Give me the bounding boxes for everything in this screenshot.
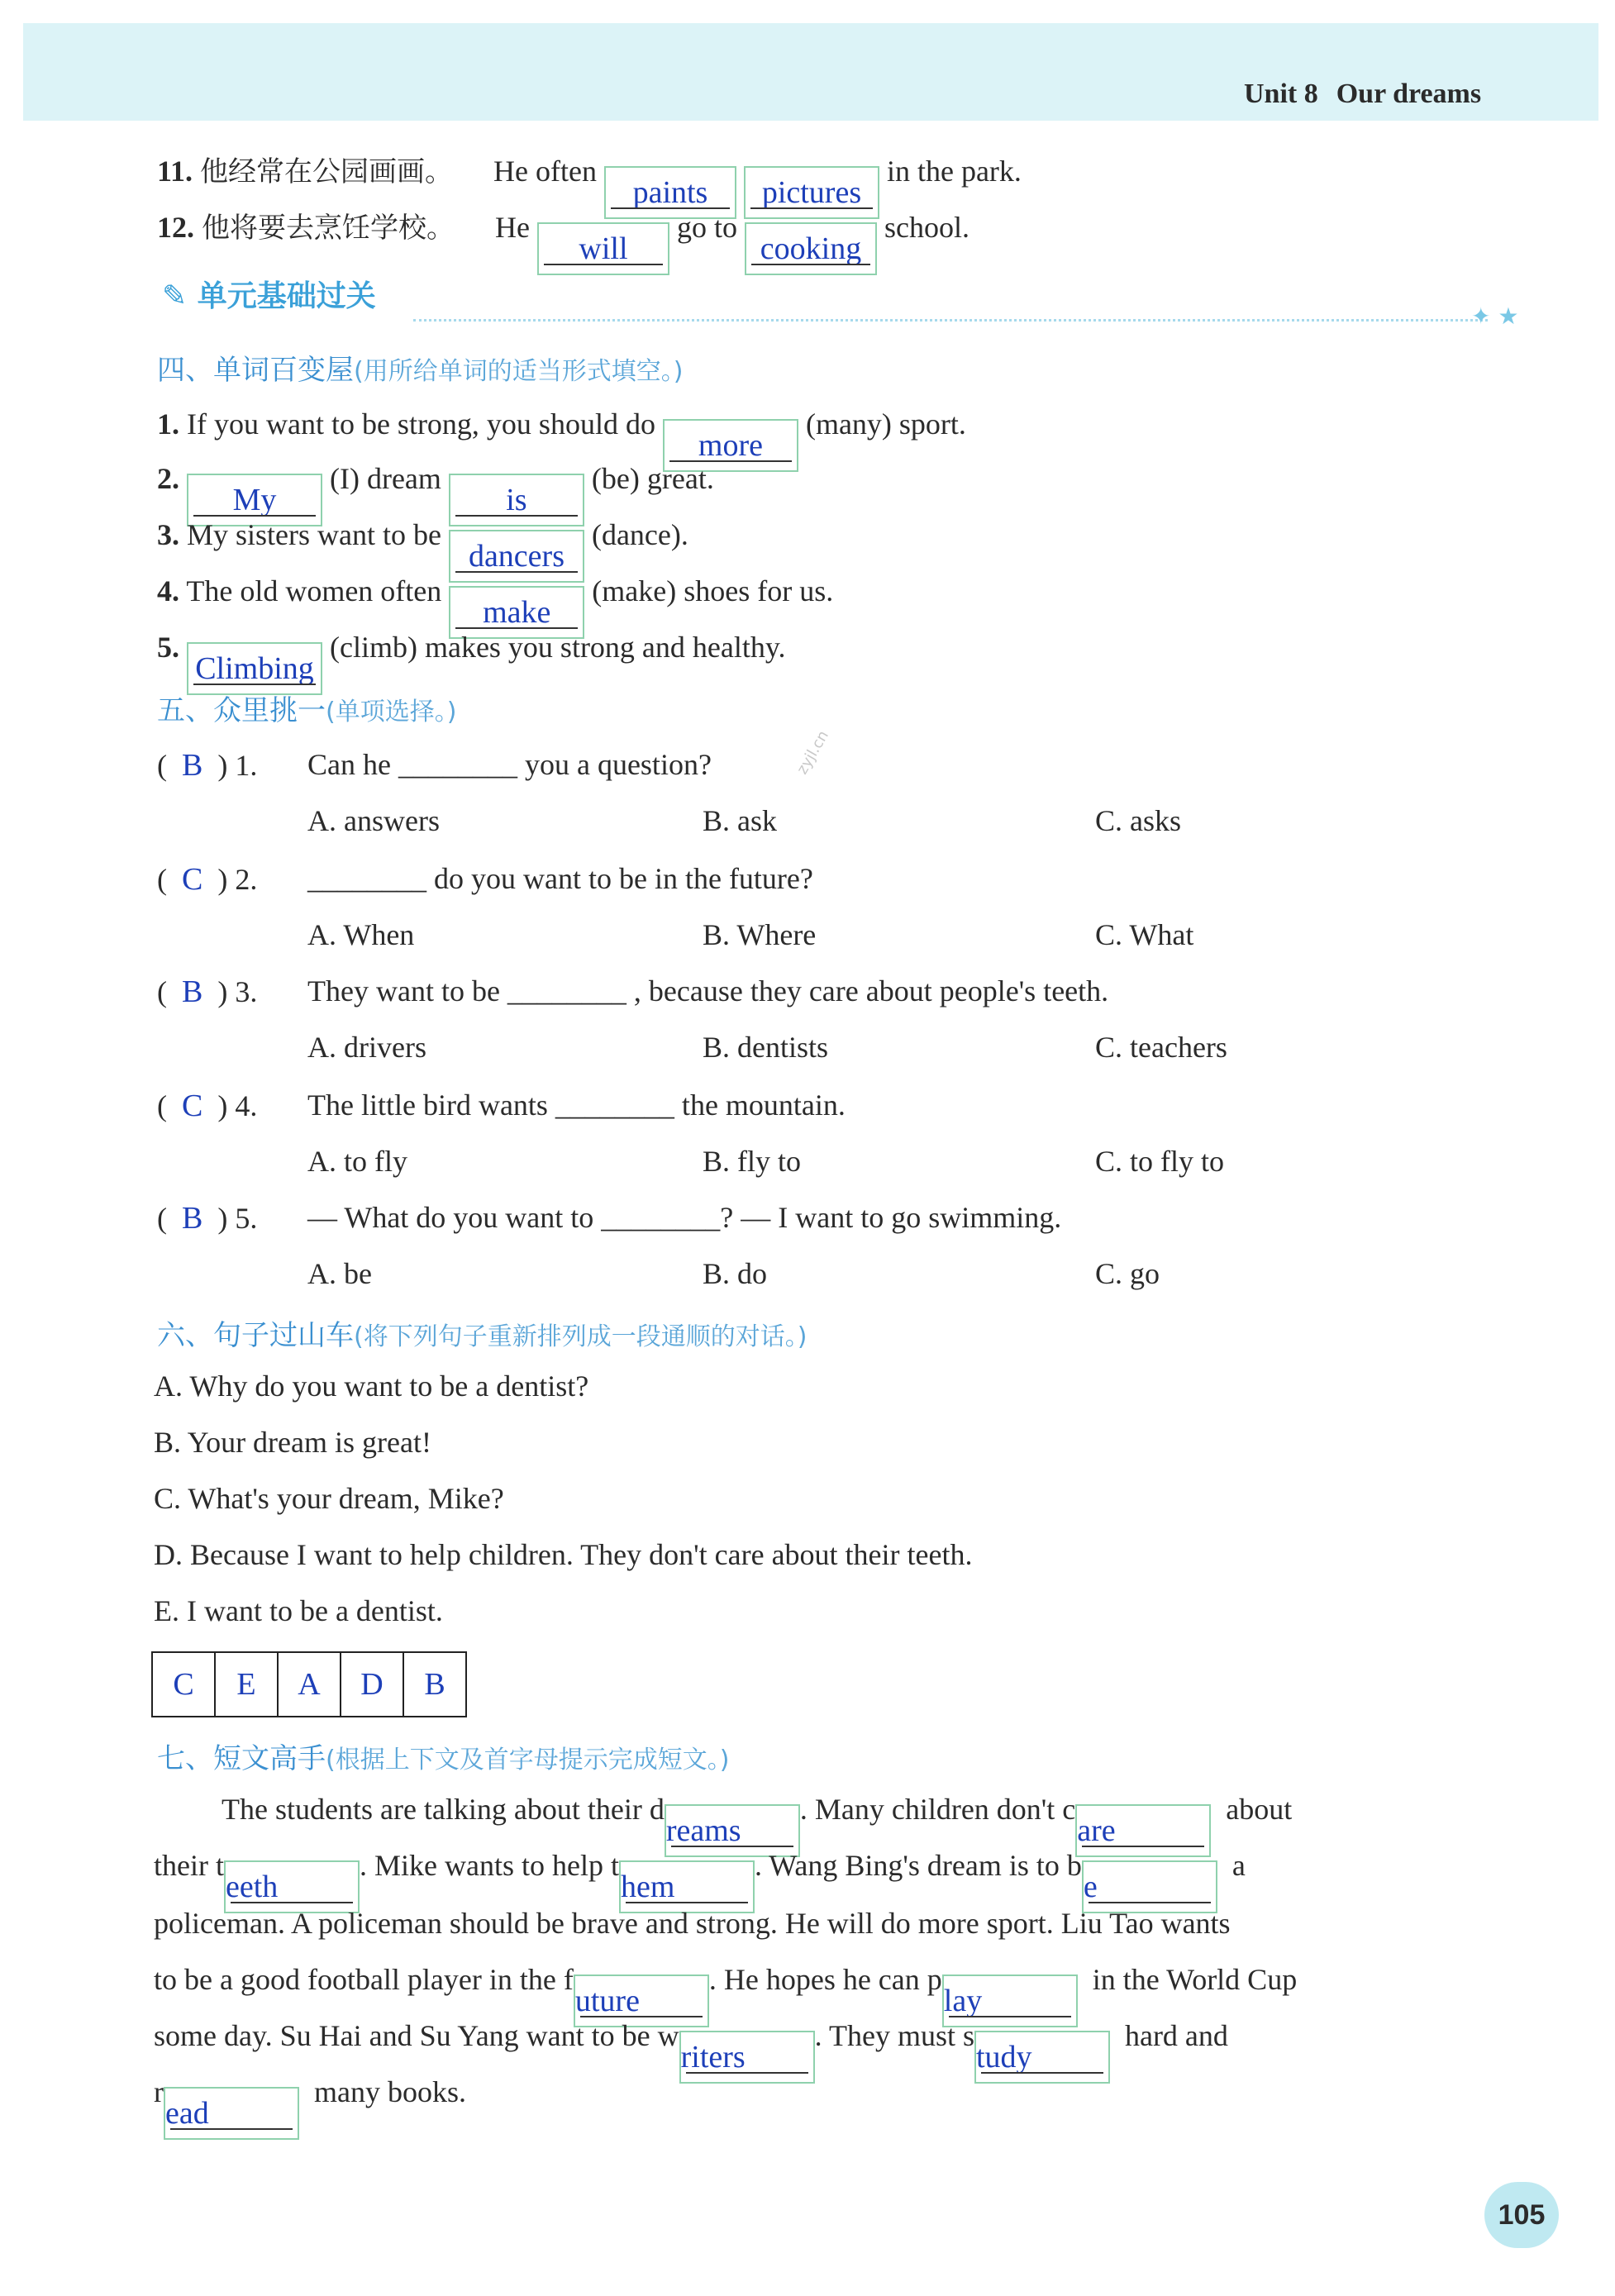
answer-text: will [579,231,628,266]
passage-text: . Mike wants to help t [359,1849,619,1882]
q-text: in the park. [886,155,1022,188]
answer-text: riters [680,2040,746,2074]
passage-text: to be a good football player in the f [154,1963,574,1996]
mc-num: ) 3. [217,975,258,1008]
passage-text: a [1231,1849,1246,1882]
answer-text: make [483,595,551,630]
answer-text: e [1083,1870,1098,1904]
q-text: The old women often [186,574,442,607]
q-text: (I) dream [330,462,441,495]
pencil-icon: ✎ [162,279,188,313]
mc-num: ) 1. [217,749,258,782]
mc-answer-bracket: ( B ) 5. [157,1201,258,1236]
mc-answer: C [182,862,203,897]
q-text: (dance). [591,518,688,551]
dialog-line: D. Because I want to help children. They don't care about their teeth. [154,1538,973,1571]
answer-blank[interactable] [679,2031,815,2084]
answer-text: eeth [225,1870,279,1904]
answer-blank[interactable] [974,2031,1110,2084]
mc-answer: B [182,748,203,783]
passage-line-2 [154,1848,1246,1913]
order-cell[interactable]: B [424,1667,445,1702]
dialog-line: A. Why do you want to be a dentist? [154,1370,589,1403]
mc-option-b[interactable]: B. dentists [703,1031,829,1064]
answer-text: is [506,483,527,517]
unit-label: Unit 8 [1244,79,1318,109]
answer-text: paints [632,175,708,210]
q-num: 3. [157,518,179,551]
mc-answer-bracket: ( C ) 2. [157,862,258,897]
dialog-line: E. I want to be a dentist. [154,1594,443,1627]
passage-text: r [154,2075,164,2108]
passage-text: . Many children don't c [799,1793,1076,1826]
watermark: zyjl.cn [793,727,832,778]
section-subtitle: (将下列句子重新排列成一段通顺的对话。) [354,1322,808,1351]
mc-answer: C [182,1088,203,1123]
mc-stem: ________ do you want to be in the future? [307,862,813,895]
passage-text: . Wang Bing's dream is to b [754,1849,1082,1882]
page-number: 105 [1484,2182,1559,2248]
answer-text: My [232,483,277,517]
answer-text: are [1077,1813,1116,1848]
section-subtitle: (用所给单词的适当形式填空。) [354,357,684,386]
answer-text: ead [165,2096,209,2131]
q-text: (many) sport. [805,407,966,441]
dialog-line: C. What's your dream, Mike? [154,1482,504,1515]
mc-answer: B [182,974,203,1009]
passage-line-6 [154,2074,466,2140]
mc-option-a[interactable]: A. answers [307,804,440,837]
section-title: 七、短文高手 [157,1742,326,1775]
q-text: (make) shoes for us. [592,574,834,607]
passage-text: hard and [1124,2019,1228,2052]
mc-stem: — What do you want to ________? — I want to go swimming. [307,1201,1062,1234]
q-chinese: 他经常在公园画画。 [200,155,454,188]
mc-option-c[interactable]: C. go [1095,1257,1160,1290]
mc-option-a[interactable]: A. drivers [307,1031,426,1064]
answer-text: more [698,428,763,463]
mc-option-c[interactable]: C. What [1095,918,1194,951]
q-num: 2. [157,462,179,495]
mc-option-b[interactable]: B. ask [703,804,777,837]
q-num: 5. [157,631,179,664]
mc-answer-bracket: ( B ) 1. [157,748,258,783]
order-cell[interactable]: D [341,1653,404,1716]
section-subtitle: (单项选择。) [326,698,457,726]
order-cell[interactable]: C [153,1653,216,1716]
section-title: 四、单词百变屋 [157,354,354,387]
passage-text: policeman. A policeman should be brave and strong. He will do more sport. Liu Tao wants [154,1907,1231,1940]
section-subtitle: (根据上下文及首字母提示完成短文。) [326,1746,730,1774]
q-text: He often [493,155,597,188]
mc-option-c[interactable]: C. teachers [1095,1031,1227,1064]
q-chinese: 他将要去烹饪学校。 [202,212,455,245]
mc-option-a[interactable]: A. to fly [307,1145,407,1178]
q-num: 4. [157,574,179,607]
unit-title: Our dreams [1336,79,1482,109]
answer-text: uture [574,1984,640,2018]
order-cell[interactable]: A [279,1653,341,1716]
mc-option-b[interactable]: B. fly to [703,1145,802,1178]
answer-text: hem [620,1870,675,1904]
answer-blank[interactable] [164,2087,299,2140]
q-text: My sisters want to be [187,518,441,551]
mc-option-c[interactable]: C. asks [1095,804,1182,837]
mc-stem: Can he ________ you a question? [307,748,712,781]
mc-num: ) 5. [217,1202,258,1235]
passage-text: their t [154,1849,224,1882]
order-answer-box [151,1651,467,1717]
dialog-line: B. Your dream is great! [154,1426,431,1459]
q-num: 11. [157,155,193,188]
mc-option-a[interactable]: A. be [307,1257,372,1290]
passage-line-3 [154,1906,1231,1941]
section-7-title [157,1736,729,1776]
answer-text: pictures [761,175,862,210]
passage-text: many books. [314,2075,466,2108]
section-6-title [157,1312,807,1353]
mc-option-b[interactable]: B. do [703,1257,768,1290]
q-num: 12. [157,211,194,244]
answer-text: cooking [760,231,862,266]
q-text: (climb) makes you strong and healthy. [330,631,786,664]
mc-option-a[interactable]: A. When [307,918,415,951]
passage-text: in the World Cup [1092,1963,1298,1996]
banner-title: 单元基础过关 [197,279,376,313]
section-title: 五、众里挑一 [157,694,326,727]
section-4-title [157,347,683,388]
mc-answer-bracket: ( C ) 4. [157,1088,258,1123]
passage-text: The students are talking about their d [222,1793,665,1826]
mc-option-b[interactable]: B. Where [703,918,817,951]
q-text: He [495,211,530,244]
section-5-title [157,688,456,728]
order-cell[interactable]: E [216,1653,279,1716]
passage-text: . They must s [814,2019,974,2052]
star-icon: ✦ ★ [1471,302,1519,330]
banner-divider [413,319,1488,322]
mc-num: ) 2. [217,863,258,896]
mc-answer: B [182,1201,203,1236]
passage-text: . He hopes he can p [708,1963,942,1996]
mc-answer-bracket: ( B ) 3. [157,974,258,1009]
mc-num: ) 4. [217,1089,258,1122]
mc-stem: They want to be ________ , because they care about people's teeth. [307,974,1109,1007]
section-title: 六、句子过山车 [157,1319,354,1352]
answer-text: lay [943,1984,983,2018]
sec4-q5 [157,630,786,695]
passage-text: about [1226,1793,1293,1826]
q-text: school. [884,211,969,244]
banner [162,273,376,315]
q-num: 1. [157,407,179,441]
answer-text: Climbing [195,651,314,686]
answer-text: tudy [975,2040,1032,2074]
answer-blank[interactable] [745,222,877,275]
answer-text: reams [665,1813,741,1848]
question-12 [157,205,969,275]
q-text: (be) great. [591,462,714,495]
passage-text: some day. Su Hai and Su Yang want to be w [154,2019,679,2052]
unit-header [1244,79,1499,110]
q-text: If you want to be strong, you should do [187,407,655,441]
q-text: go to [676,211,737,244]
answer-blank[interactable] [537,222,669,275]
mc-stem: The little bird wants ________ the mountain. [307,1088,846,1122]
mc-option-c[interactable]: C. to fly to [1095,1145,1225,1178]
answer-text: dancers [468,539,565,574]
